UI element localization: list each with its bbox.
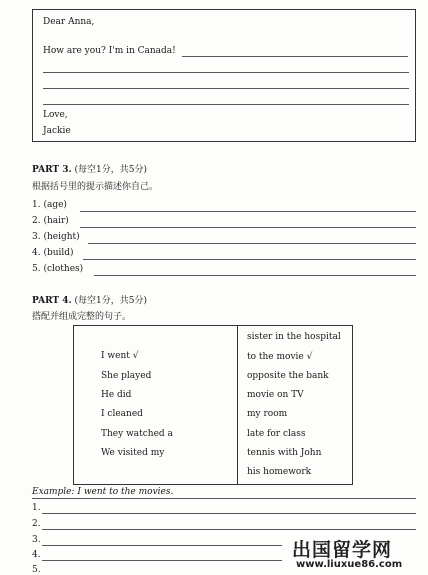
matching-box	[73, 325, 353, 485]
example-line	[32, 498, 416, 499]
match-left-4: I cleaned	[101, 409, 143, 419]
part4-heading: PART 4.	[32, 296, 72, 306]
part3-heading: PART 3.	[32, 165, 72, 175]
part3-item-3: 3. (height)	[32, 232, 80, 242]
part3-answer-line-3[interactable]	[88, 243, 416, 244]
match-left-2: She played	[101, 371, 152, 381]
match-right-2: to the movie √	[247, 352, 313, 362]
part3-answer-line-4[interactable]	[83, 259, 416, 260]
match-right-4: movie on TV	[247, 390, 304, 400]
match-right-1: sister in the hospital	[247, 332, 341, 342]
match-left-1: I went √	[101, 351, 139, 361]
match-left-5: They watched a	[101, 429, 173, 439]
part3-answer-line-2[interactable]	[80, 227, 416, 228]
match-left-3: He did	[101, 390, 132, 400]
match-right-5: my room	[247, 409, 288, 419]
answer-label-2: 2.	[32, 519, 41, 529]
answer-line-4[interactable]	[42, 560, 282, 561]
part3-item-2: 2. (hair)	[32, 216, 69, 226]
answer-line-3[interactable]	[42, 545, 282, 546]
match-right-7: tennis with John	[247, 448, 322, 458]
letter-box	[32, 9, 416, 142]
matching-divider	[237, 325, 238, 485]
part3-item-4: 4. (build)	[32, 248, 74, 258]
answer-label-3: 3.	[32, 535, 41, 545]
part3-score: (每空1分，共5分)	[74, 165, 148, 175]
match-right-6: late for class	[247, 429, 306, 439]
match-right-8: his homework	[247, 467, 312, 477]
part3-answer-line-1[interactable]	[80, 211, 416, 212]
letter-greeting: Dear Anna,	[43, 17, 95, 27]
letter-closing: Love,	[43, 110, 68, 120]
part4-header	[32, 297, 147, 306]
part4-example: Example: I went to the movies.	[32, 487, 174, 497]
part3-item-1: 1. (age)	[32, 200, 67, 210]
part3-header	[32, 166, 147, 175]
watermark-title: 出国留学网	[292, 539, 393, 561]
answer-line-2[interactable]	[42, 529, 416, 530]
answer-label-4: 4.	[32, 550, 41, 560]
watermark-url: www.liuxue86.com	[296, 559, 403, 570]
match-left-6: We visited my	[101, 448, 165, 458]
part3-instruction: 根据括号里的提示描述你自己。	[32, 182, 159, 192]
letter-line-1[interactable]	[182, 56, 408, 57]
part3-answer-line-5[interactable]	[94, 275, 416, 276]
answer-line-1[interactable]	[42, 513, 416, 514]
letter-opening: How are you? I'm in Canada!	[43, 46, 176, 56]
letter-signature: Jackie	[43, 126, 71, 136]
answer-label-1: 1.	[32, 503, 41, 513]
part4-score: (每空1分，共5分)	[74, 296, 148, 306]
answer-label-5: 5.	[32, 565, 41, 575]
letter-line-3[interactable]	[43, 88, 409, 89]
part4-instruction: 搭配并组成完整的句子。	[32, 312, 132, 322]
letter-line-2[interactable]	[43, 72, 409, 73]
letter-line-4[interactable]	[43, 104, 409, 105]
part3-item-5: 5. (clothes)	[32, 264, 84, 274]
match-right-3: opposite the bank	[247, 371, 329, 381]
